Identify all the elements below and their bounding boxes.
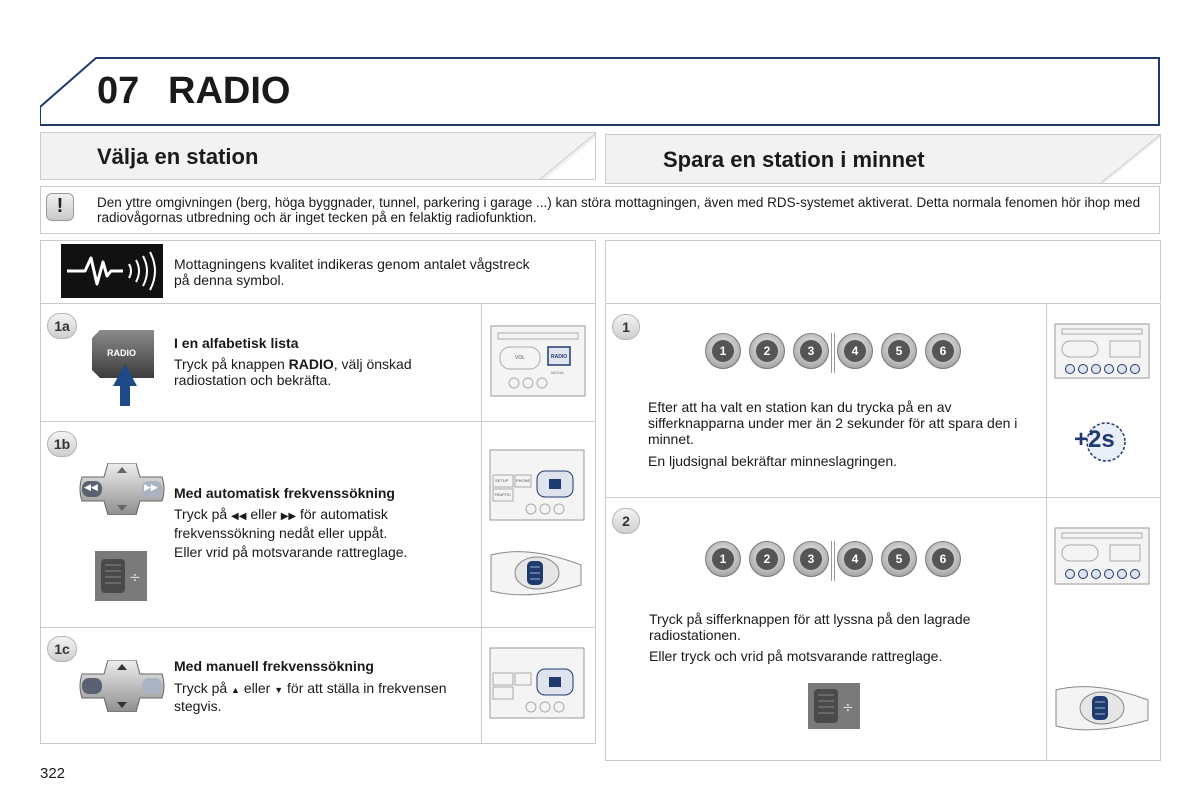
thumbnail-setup-label: SETUP [495, 478, 509, 483]
preset-button-6[interactable]: 6 [925, 541, 961, 577]
steering-knob-icon [95, 551, 147, 601]
step-1c-title: Med manuell frekvenssökning [174, 658, 374, 674]
step-1a-text: Tryck på knappen RADIO, välj önskad radiostation och bekräfta. [174, 356, 412, 388]
reception-wave-icon [61, 244, 163, 298]
section-header-left [40, 132, 596, 180]
arrow-down-icon: ▼ [274, 685, 284, 695]
divider [605, 497, 1161, 498]
steering-control-thumbnail [1054, 680, 1152, 736]
preset-button-3[interactable]: 3 [793, 541, 829, 577]
step-badge-1: 1 [612, 314, 640, 340]
step-1-text-2: En ljudsignal bekräftar minneslagringen. [648, 453, 898, 469]
seek-back-icon: ◀◀ [231, 511, 247, 522]
step-1b-text-2: Eller vrid på motsvarande rattreglage. [174, 544, 408, 560]
step-badge-1c: 1c [47, 636, 77, 662]
seek-forward-icon: ▶▶ [280, 511, 297, 522]
preset-button-2[interactable]: 2 [749, 333, 785, 369]
thumbnail-media-label: MEDIA [551, 370, 564, 375]
tune-control-icon [78, 660, 166, 712]
section-title-right: Spara en station i minnet [663, 147, 925, 172]
section-title-left: Välja en station [97, 144, 259, 169]
thumbnail-vol-label: VOL [515, 355, 526, 361]
thumbnail-radio-label: RADIO [551, 354, 568, 360]
steering-control-thumbnail [489, 545, 585, 601]
radio-panel-thumbnail [1054, 527, 1150, 585]
divider [40, 627, 596, 628]
divider [40, 303, 596, 304]
step-badge-1a: 1a [47, 313, 77, 339]
step-badge-2: 2 [612, 508, 640, 534]
radio-panel-thumbnail [490, 325, 586, 397]
preset-button-1[interactable]: 1 [705, 333, 741, 369]
preset-button-6[interactable]: 6 [925, 333, 961, 369]
reception-text: Mottagningens kvalitet indikeras genom antalet vågstreck på denna symbol. [174, 256, 530, 288]
svg-text:÷: ÷ [842, 700, 854, 716]
step-1c-text: Tryck på ▲ eller ▼ för att ställa in frekvensen stegvis. [174, 680, 447, 714]
chapter-number: 07 [97, 70, 140, 112]
step-2-text-2: Eller tryck och vrid på motsvarande rattreglage. [649, 648, 943, 664]
seek-forward-glyph: ▶▶ [144, 482, 158, 492]
number-buttons-row [705, 333, 965, 373]
section-header-right [605, 134, 1161, 182]
step-1-text: Efter att ha valt en station kan du trycka på en av sifferknapparna under mer än 2 sekunder för att spara den i minnet. [648, 399, 1018, 447]
radio-panel-thumbnail [489, 647, 585, 719]
preset-button-5[interactable]: 5 [881, 541, 917, 577]
preset-button-2[interactable]: 2 [749, 541, 785, 577]
right-panel-top [605, 240, 1161, 302]
seek-back-glyph: ◀◀ [84, 482, 98, 492]
steering-knob-icon [808, 683, 860, 729]
step-badge-1b: 1b [47, 431, 77, 457]
warning-text: Den yttre omgivningen (berg, höga byggnader, tunnel, parkering i garage ...) kan störa mottagningen, även med RDS-systemet aktiverat. Detta normala fenomen hör ihop med radiovågornas utbredning och är inget tecken på en felaktig radiofunktion. [97, 195, 1141, 225]
button-separator [831, 541, 835, 581]
radio-panel-thumbnail [1054, 323, 1150, 379]
step-1a-title: I en alfabetisk lista [174, 335, 299, 351]
page-number: 322 [40, 765, 66, 782]
svg-text:÷: ÷ [129, 570, 141, 586]
arrow-up-icon: ▲ [231, 685, 240, 695]
button-separator [831, 333, 835, 373]
exclamation-icon: ! [46, 193, 74, 221]
step-1b-title: Med automatisk frekvenssökning [174, 485, 395, 501]
divider [481, 303, 482, 743]
chapter-title: RADIO [168, 70, 291, 112]
seek-control-icon [78, 463, 166, 515]
preset-button-4[interactable]: 4 [837, 541, 873, 577]
thumbnail-traffic-label: TRAFFIC [494, 492, 511, 497]
divider [40, 421, 596, 422]
number-buttons-row [705, 541, 965, 581]
hold-2s-label: +2s [1074, 426, 1115, 453]
preset-button-3[interactable]: 3 [793, 333, 829, 369]
preset-button-5[interactable]: 5 [881, 333, 917, 369]
divider [1046, 303, 1047, 760]
radio-button-illustration [92, 330, 154, 406]
step-2-text: Tryck på sifferknappen för att lyssna på den lagrade radiostationen. [649, 611, 971, 643]
thumbnail-phone-label: PHONE [516, 478, 531, 483]
preset-button-4[interactable]: 4 [837, 333, 873, 369]
radio-panel-thumbnail [489, 449, 585, 521]
preset-button-1[interactable]: 1 [705, 541, 741, 577]
radio-button-label: RADIO [107, 348, 136, 358]
step-1b-text: Tryck på ◀◀ eller ▶▶ för automatisk frekvenssökning nedåt eller uppåt. [174, 506, 388, 541]
hold-2s-icon [1072, 420, 1130, 464]
